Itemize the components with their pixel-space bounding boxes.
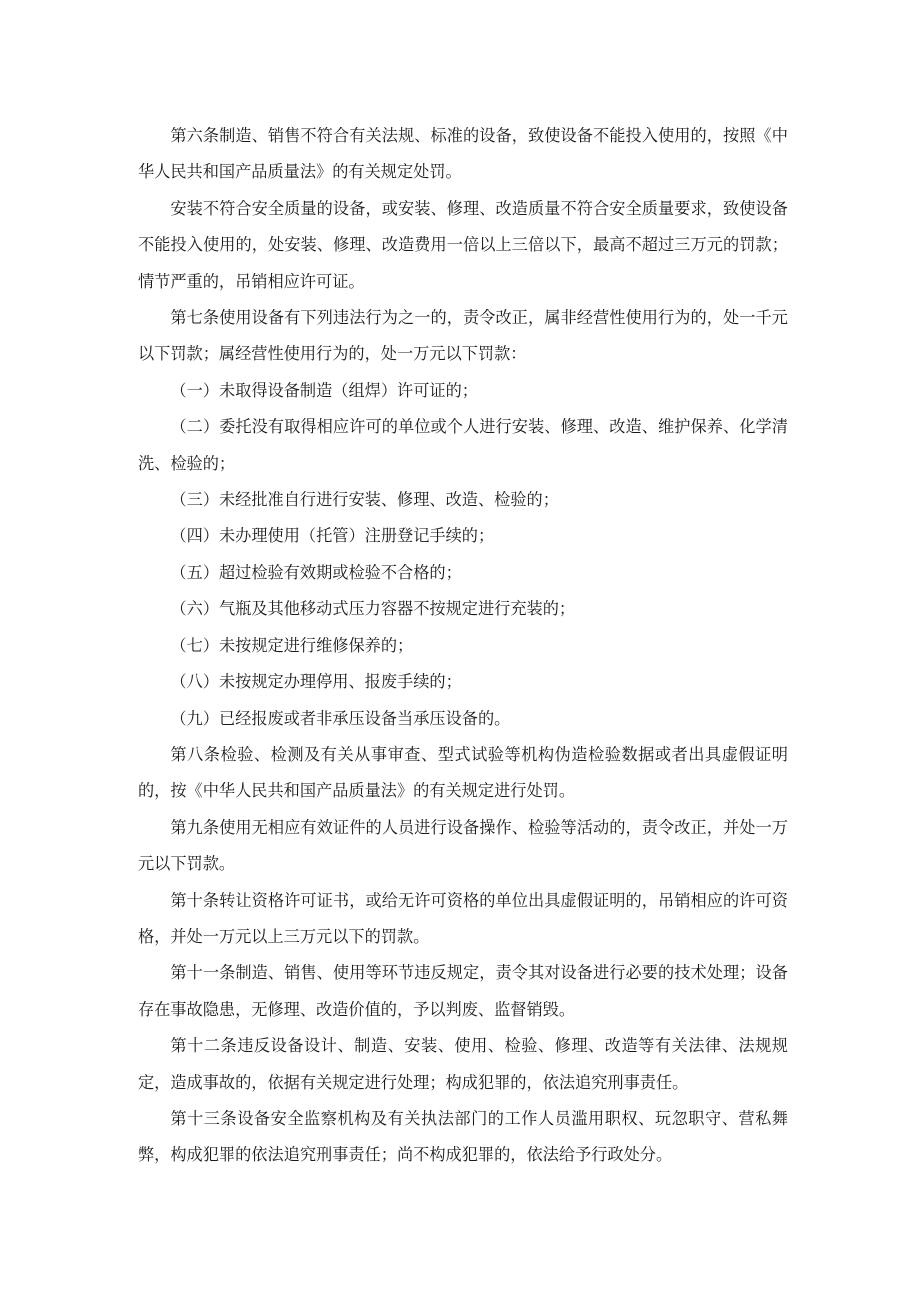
paragraph-article-13: 第十三条设备安全监察机构及有关执法部门的工作人员滥用职权、玩忽职守、营私舞弊，构成犯罪的依法追究刑事责任；尚不构成犯罪的，依法给予行政处分。 <box>138 1108 788 1165</box>
list-item-8: （八）未按规定办理停用、报废手续的； <box>170 672 462 692</box>
document-body <box>138 118 788 1174</box>
list-item-5: （五）超过检验有效期或检验不合格的； <box>170 562 462 582</box>
paragraph-article-9: 第九条使用无相应有效证件的人员进行设备操作、检验等活动的，责令改正，并处一万元以下罚款。 <box>138 817 788 874</box>
paragraph-article-12: 第十二条违反设备设计、制造、安装、使用、检验、修理、改造等有关法律、法规规定，造成事故的，依据有关规定进行处理；构成犯罪的，依法追究刑事责任。 <box>138 1036 788 1092</box>
list-item-9: （九）已经报废或者非承压设备当承压设备的。 <box>170 708 511 728</box>
paragraph-article-8: 第八条检验、检测及有关从事审查、型式试验等机构伪造检验数据或者出具虚假证明的，按《中华人民共和国产品质量法》的有关规定进行处罚。 <box>138 744 788 801</box>
paragraph-article-7: 第七条使用设备有下列违法行为之一的，责令改正，属非经营性使用行为的，处一千元以下罚款；属经营性使用行为的，处一万元以下罚款： <box>138 308 788 364</box>
list-item-3: （三）未经批准自行进行安装、修理、改造、检验的； <box>170 490 559 510</box>
paragraph-installation-penalty: 安装不符合安全质量的设备，或安装、修理、改造质量不符合安全质量要求，致使设备不能投入使用的，处安装、修理、改造费用一倍以上三倍以下，最高不超过三万元的罚款；情节严重的，吊销相应许可证。 <box>138 198 788 291</box>
paragraph-article-6: 第六条制造、销售不符合有关法规、标准的设备，致使设备不能投入使用的，按照《中华人民共和国产品质量法》的有关规定处罚。 <box>138 126 788 182</box>
list-item-4: （四）未办理使用（托管）注册登记手续的； <box>170 526 495 546</box>
list-item-1: （一）未取得设备制造（组焊）许可证的； <box>170 380 478 400</box>
list-item-6: （六）气瓶及其他移动式压力容器不按规定进行充装的； <box>170 599 576 619</box>
list-item-2: （二）委托没有取得相应许可的单位或个人进行安装、修理、改造、维护保养、化学清洗、检验的； <box>138 417 788 473</box>
paragraph-article-11: 第十一条制造、销售、使用等环节违反规定，责令其对设备进行必要的技术处理；设备存在事故隐患，无修理、改造价值的，予以判废、监督销毁。 <box>138 963 788 1019</box>
list-item-7: （七）未按规定进行维修保养的； <box>170 635 414 655</box>
paragraph-article-10: 第十条转让资格许可证书，或给无许可资格的单位出具虚假证明的，吊销相应的许可资格，并处一万元以上三万元以下的罚款。 <box>138 890 788 946</box>
